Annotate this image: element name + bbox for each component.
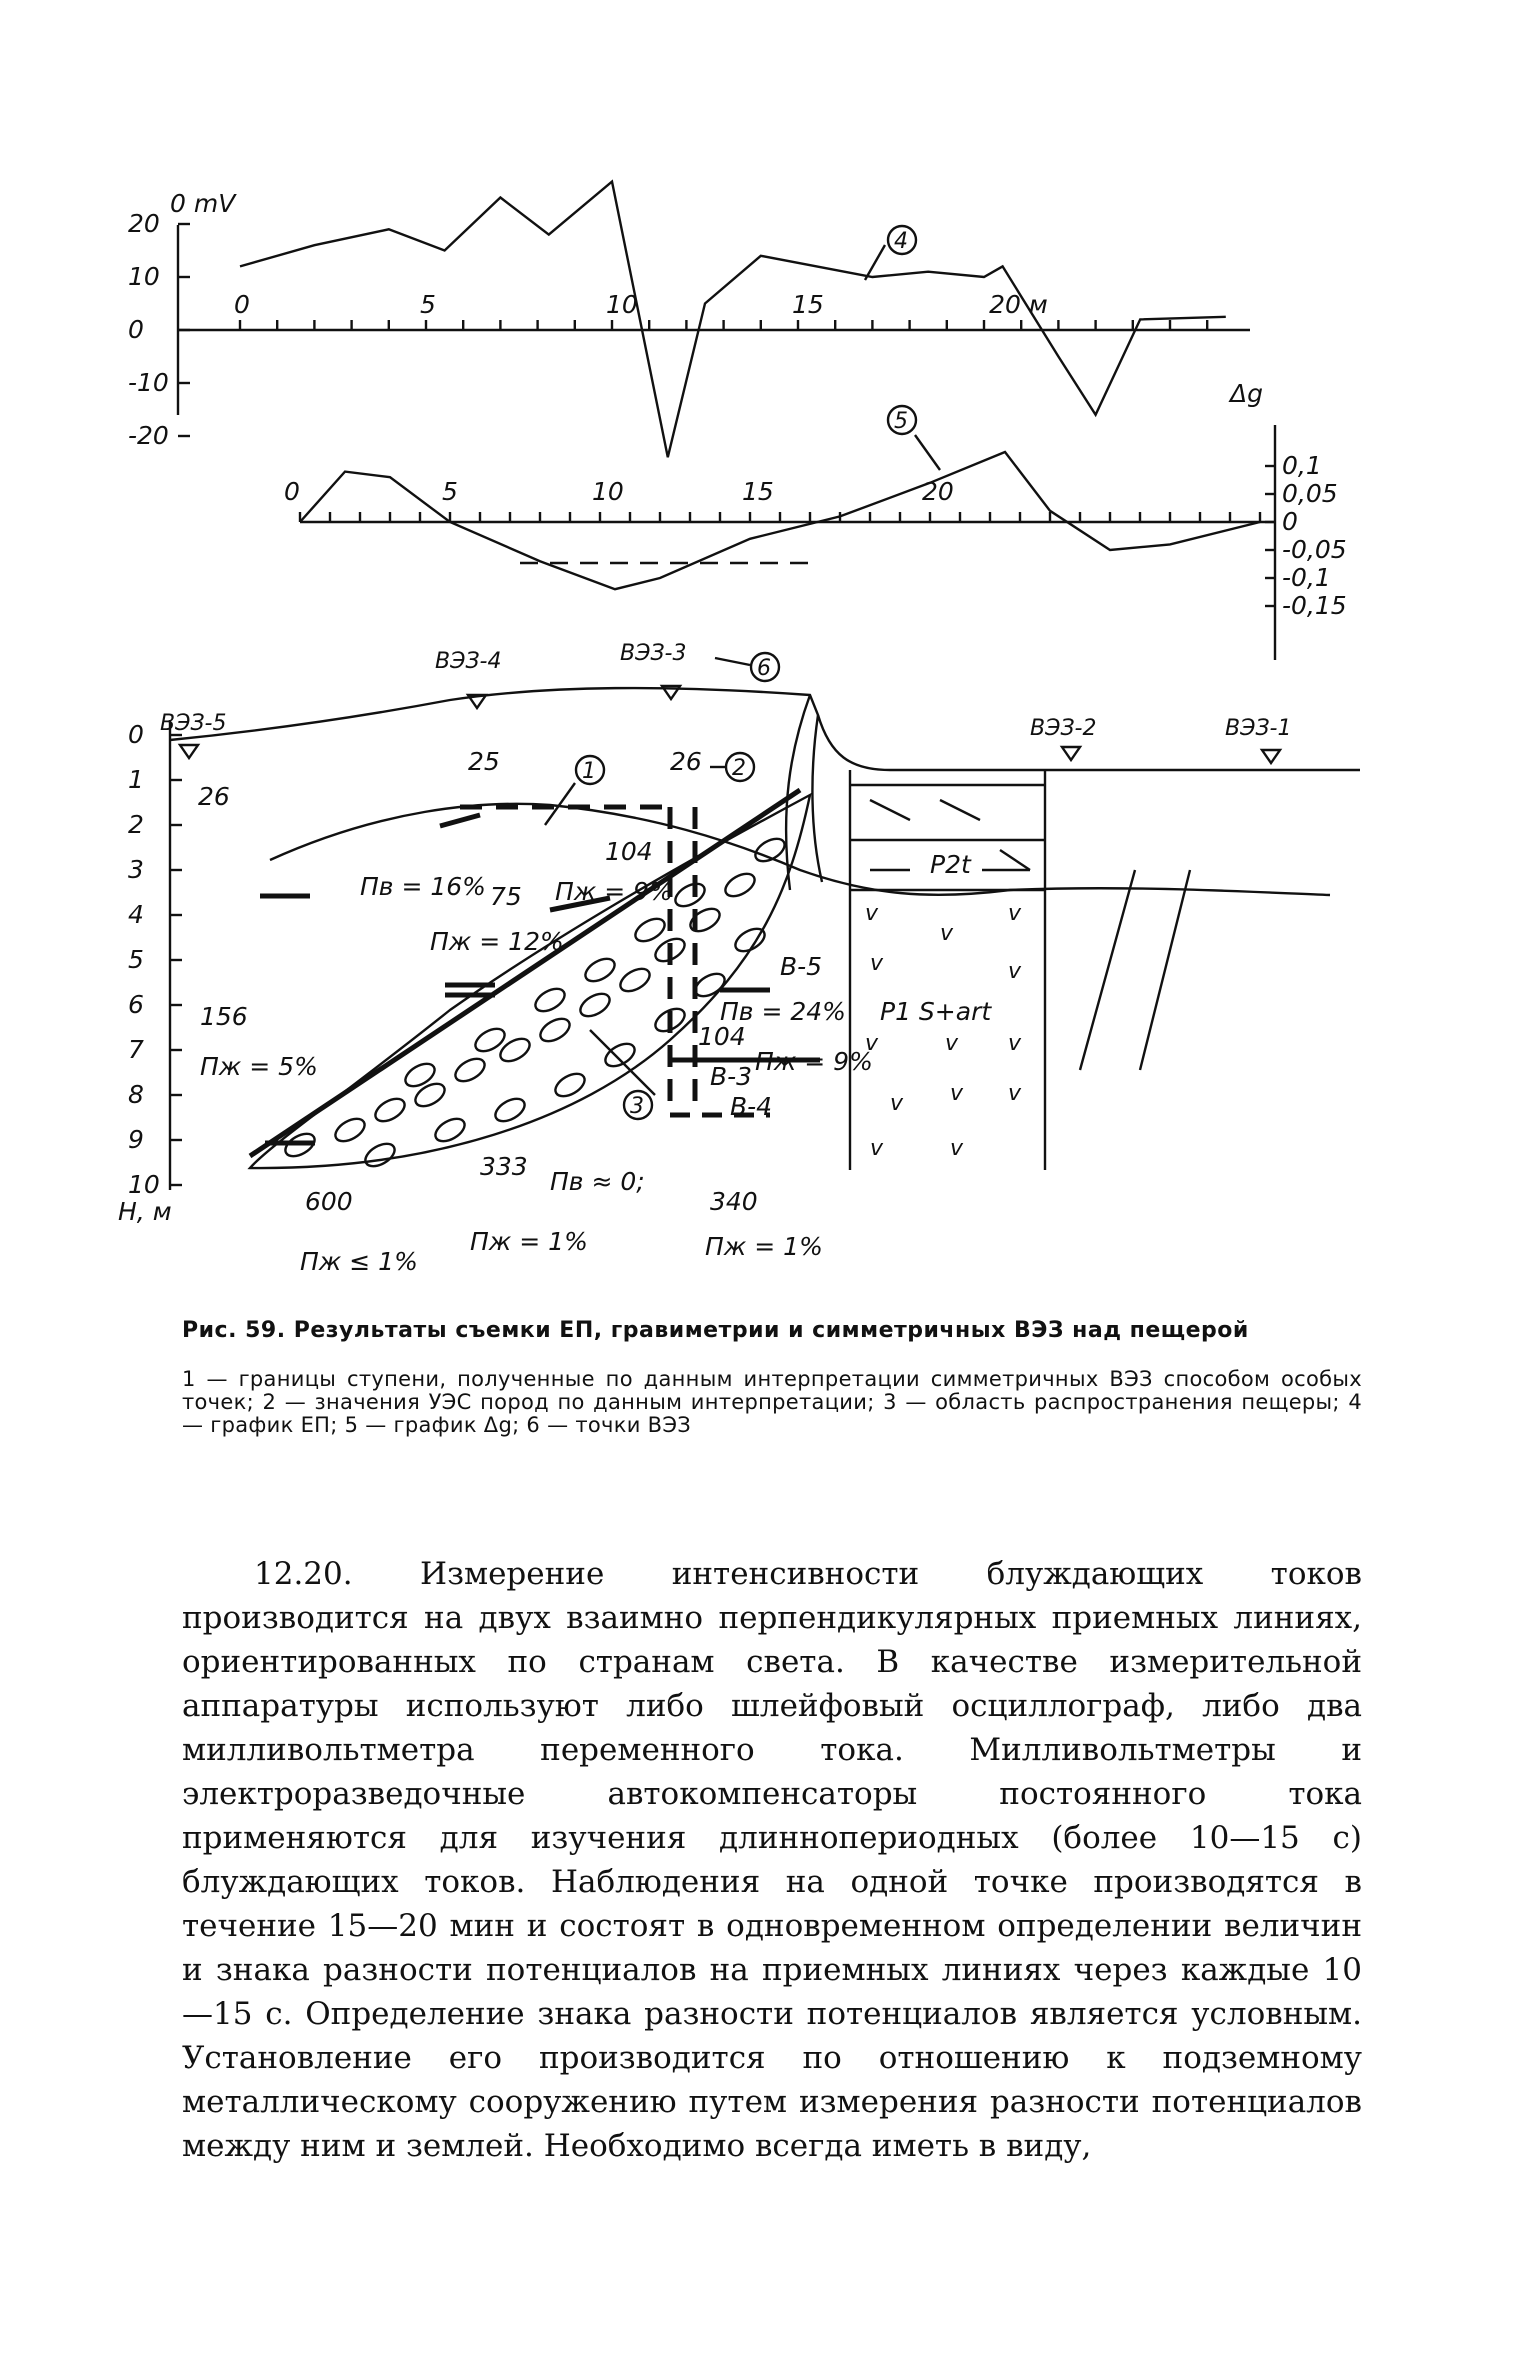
porosity-pv-0: Пв ≈ 0; [550,1167,645,1196]
svg-text:v: v [940,921,954,946]
cave-stone [632,914,669,946]
porosity-pv-16: Пв = 16% [360,872,486,901]
porosity-pzh-9: Пж = 9% [555,877,673,906]
ves-markers [180,686,1280,763]
figure [118,170,1380,1290]
depth-tick-label: 4 [128,900,144,929]
svg-text:v: v [870,951,884,976]
g-y-tick-label: 0,05 [1282,479,1338,508]
caption-legend: 1 — границы ступени, полученные по данным интерпретации симметричных ВЭЗ способом особых точек; 2 — значения УЭС пород по данным интерпретации; 3 — область распространения пещеры; 4 — график ЕП; 5 — график Δg; 6 — точки ВЭЗ [182,1367,1362,1437]
cave-stone [412,1079,449,1111]
depth-tick-label: 6 [128,990,144,1019]
ep-x-tick-label: 0 [234,290,250,319]
ep-y-tick-label: 0 [128,315,144,344]
strata-p2t: P2t [930,850,971,879]
svg-text:v: v [870,1136,884,1161]
marker-3-label: 3 [630,1094,644,1119]
ep-y-tick-label: 10 [128,262,160,291]
porosity-pzh-12: Пж = 12% [430,927,564,956]
ep-graph [128,182,1250,458]
cave-stone [582,954,619,986]
svg-text:v: v [945,1031,959,1056]
cave-stone [602,1039,639,1071]
depth-label: H, м [118,1197,172,1226]
g-y-tick-label: -0,1 [1282,563,1331,592]
marker-6-leader [715,658,750,665]
resistivity-156: 156 [200,1002,248,1031]
cave-stone [722,869,759,901]
depth-tick-label: 10 [128,1170,160,1199]
svg-text:v: v [865,901,879,926]
resistivity-340: 340 [710,1187,758,1216]
depth-tick-label: 3 [128,855,144,884]
well-b4: В-4 [730,1092,773,1121]
resistivity-26-left: 26 [198,782,230,811]
ep-y-tick-label: -20 [128,421,169,450]
resistivity-75: 75 [490,882,522,911]
ves-1-label: ВЭЗ-1 [1225,716,1292,741]
cave-stone [432,1114,469,1146]
resistivity-26: 26 [670,747,702,776]
g-x-tick-label: 10 [592,477,624,506]
marker-6-label: 6 [757,656,771,681]
cave-stone [752,834,789,866]
cave-stone [492,1094,529,1126]
cave-stone [617,964,654,996]
cave-stone [687,904,724,936]
porosity-pzh-5: Пж = 5% [200,1052,318,1081]
depth-tick-label: 1 [128,765,144,794]
ep-curve [240,182,1226,458]
ves-4-label: ВЭЗ-4 [435,649,502,674]
svg-text:v: v [1008,1081,1022,1106]
cave-stone [362,1139,399,1171]
g-x-tick-label: 0 [284,477,300,506]
body-text [182,1552,1362,2168]
ep-x-tick-label: 20 м [989,290,1048,319]
body-paragraph: 12.20. Измерение интенсивности блуждающих токов производится на двух взаимно перпендикулярных приемных линиях, ориентированных по странам света. В качестве измерительной аппаратуры используют либо шлейфовый осциллограф, либо два милливольтметра переменного тока. Милливольтметры и электроразведочные автокомпенсаторы постоянного тока применяются для изучения длиннопериодных (более 10—15 с) блуждающих токов. Наблюдения на одной точке производятся в течение 15—20 мин и состоят в одновременном определении величин и знака разности потенциалов на приемных линиях через каждые 10—15 с. Определение знака разности потенциалов является условным. Установление его производится по отношению к подземному металлическому сооружению путем измерения разности потенциалов между ним и землей. Необходимо всегда иметь в виду, [182,1556,1362,2164]
svg-text:v: v [950,1081,964,1106]
well-b3: В-3 [710,1062,753,1091]
ves-3-label: ВЭЗ-3 [620,641,687,666]
ep-x-tick-label: 15 [792,290,824,319]
g-y-tick-label: 0,1 [1282,451,1322,480]
ep-y-tick-label: -10 [128,368,169,397]
resistivity-104: 104 [605,837,653,866]
depth-tick-label: 8 [128,1080,144,1109]
well-column [850,770,1045,1170]
ep-x-tick-label: 5 [420,290,436,319]
geological-section [118,641,1360,1276]
ves-2-label: ВЭЗ-2 [1030,716,1097,741]
ep-marker-label: 4 [894,229,908,254]
porosity-pzh-9b: Пж = 9% [755,1047,873,1076]
figure-caption [182,1318,1362,1437]
depth-tick-label: 0 [128,720,144,749]
ep-x-tick-label: 10 [606,290,638,319]
g-y-tick-label: -0,05 [1282,535,1347,564]
marker-2-label: 2 [732,756,746,781]
depth-tick-label: 9 [128,1125,144,1154]
cave-stone [532,984,569,1016]
cave-stone [577,989,614,1021]
cave-stone [372,1094,409,1126]
marker-3-leader [590,1030,655,1095]
cave-stone [332,1114,369,1146]
g-axis-label: Δg [1230,379,1263,408]
caption-title: Рис. 59. Результаты съемки ЕП, гравиметрии и симметричных ВЭЗ над пещерой [182,1318,1249,1343]
well-b5: В-5 [780,952,823,981]
cave-stone [552,1069,589,1101]
gravity-graph [284,379,1347,660]
g-marker-leader [915,435,940,470]
g-x-tick-label: 20 [922,477,954,506]
resistivity-600: 600 [305,1187,353,1216]
depth-tick-label: 2 [128,810,144,839]
depth-tick-label: 7 [128,1035,144,1064]
cave-stone [402,1059,439,1091]
ves-5-label: ВЭЗ-5 [160,711,227,736]
svg-text:v: v [950,1136,964,1161]
depth-tick-label: 5 [128,945,144,974]
g-x-tick-label: 15 [742,477,774,506]
cave-outline [250,795,810,1168]
porosity-pzh-1b: Пж = 1% [705,1232,823,1261]
svg-text:v: v [1008,901,1022,926]
cave-stone [452,1054,489,1086]
ep-axis-unit: 0 mV [170,189,236,218]
ground-surface [170,688,1360,770]
resistivity-104b: 104 [698,1022,746,1051]
g-marker-label: 5 [894,409,908,434]
marker-1-label: 1 [582,759,596,784]
fault-lines [1080,870,1190,1070]
g-x-tick-label: 5 [442,477,458,506]
cliff-wall-2 [812,715,822,882]
g-y-tick-label: -0,15 [1282,591,1347,620]
svg-text:v: v [890,1091,904,1116]
svg-text:v: v [1008,1031,1022,1056]
figure-svg [118,170,1380,1290]
porosity-pzh-1: Пж = 1% [470,1227,588,1256]
strata-p1s: P1 S+art [880,997,992,1026]
resistivity-333: 333 [480,1152,528,1181]
porosity-pv-24: Пв = 24% [720,997,846,1026]
ep-y-tick-label: 20 [128,209,160,238]
cave-stone [537,1014,574,1046]
ep-marker-leader [865,245,885,280]
step-mark-2 [440,815,480,826]
g-y-tick-label: 0 [1282,507,1298,536]
resistivity-25: 25 [468,747,500,776]
porosity-pzh-le-1: Пж ≤ 1% [300,1247,418,1276]
svg-text:v: v [1008,959,1022,984]
svg-text:v: v [865,1031,879,1056]
cave-stone [672,879,709,911]
